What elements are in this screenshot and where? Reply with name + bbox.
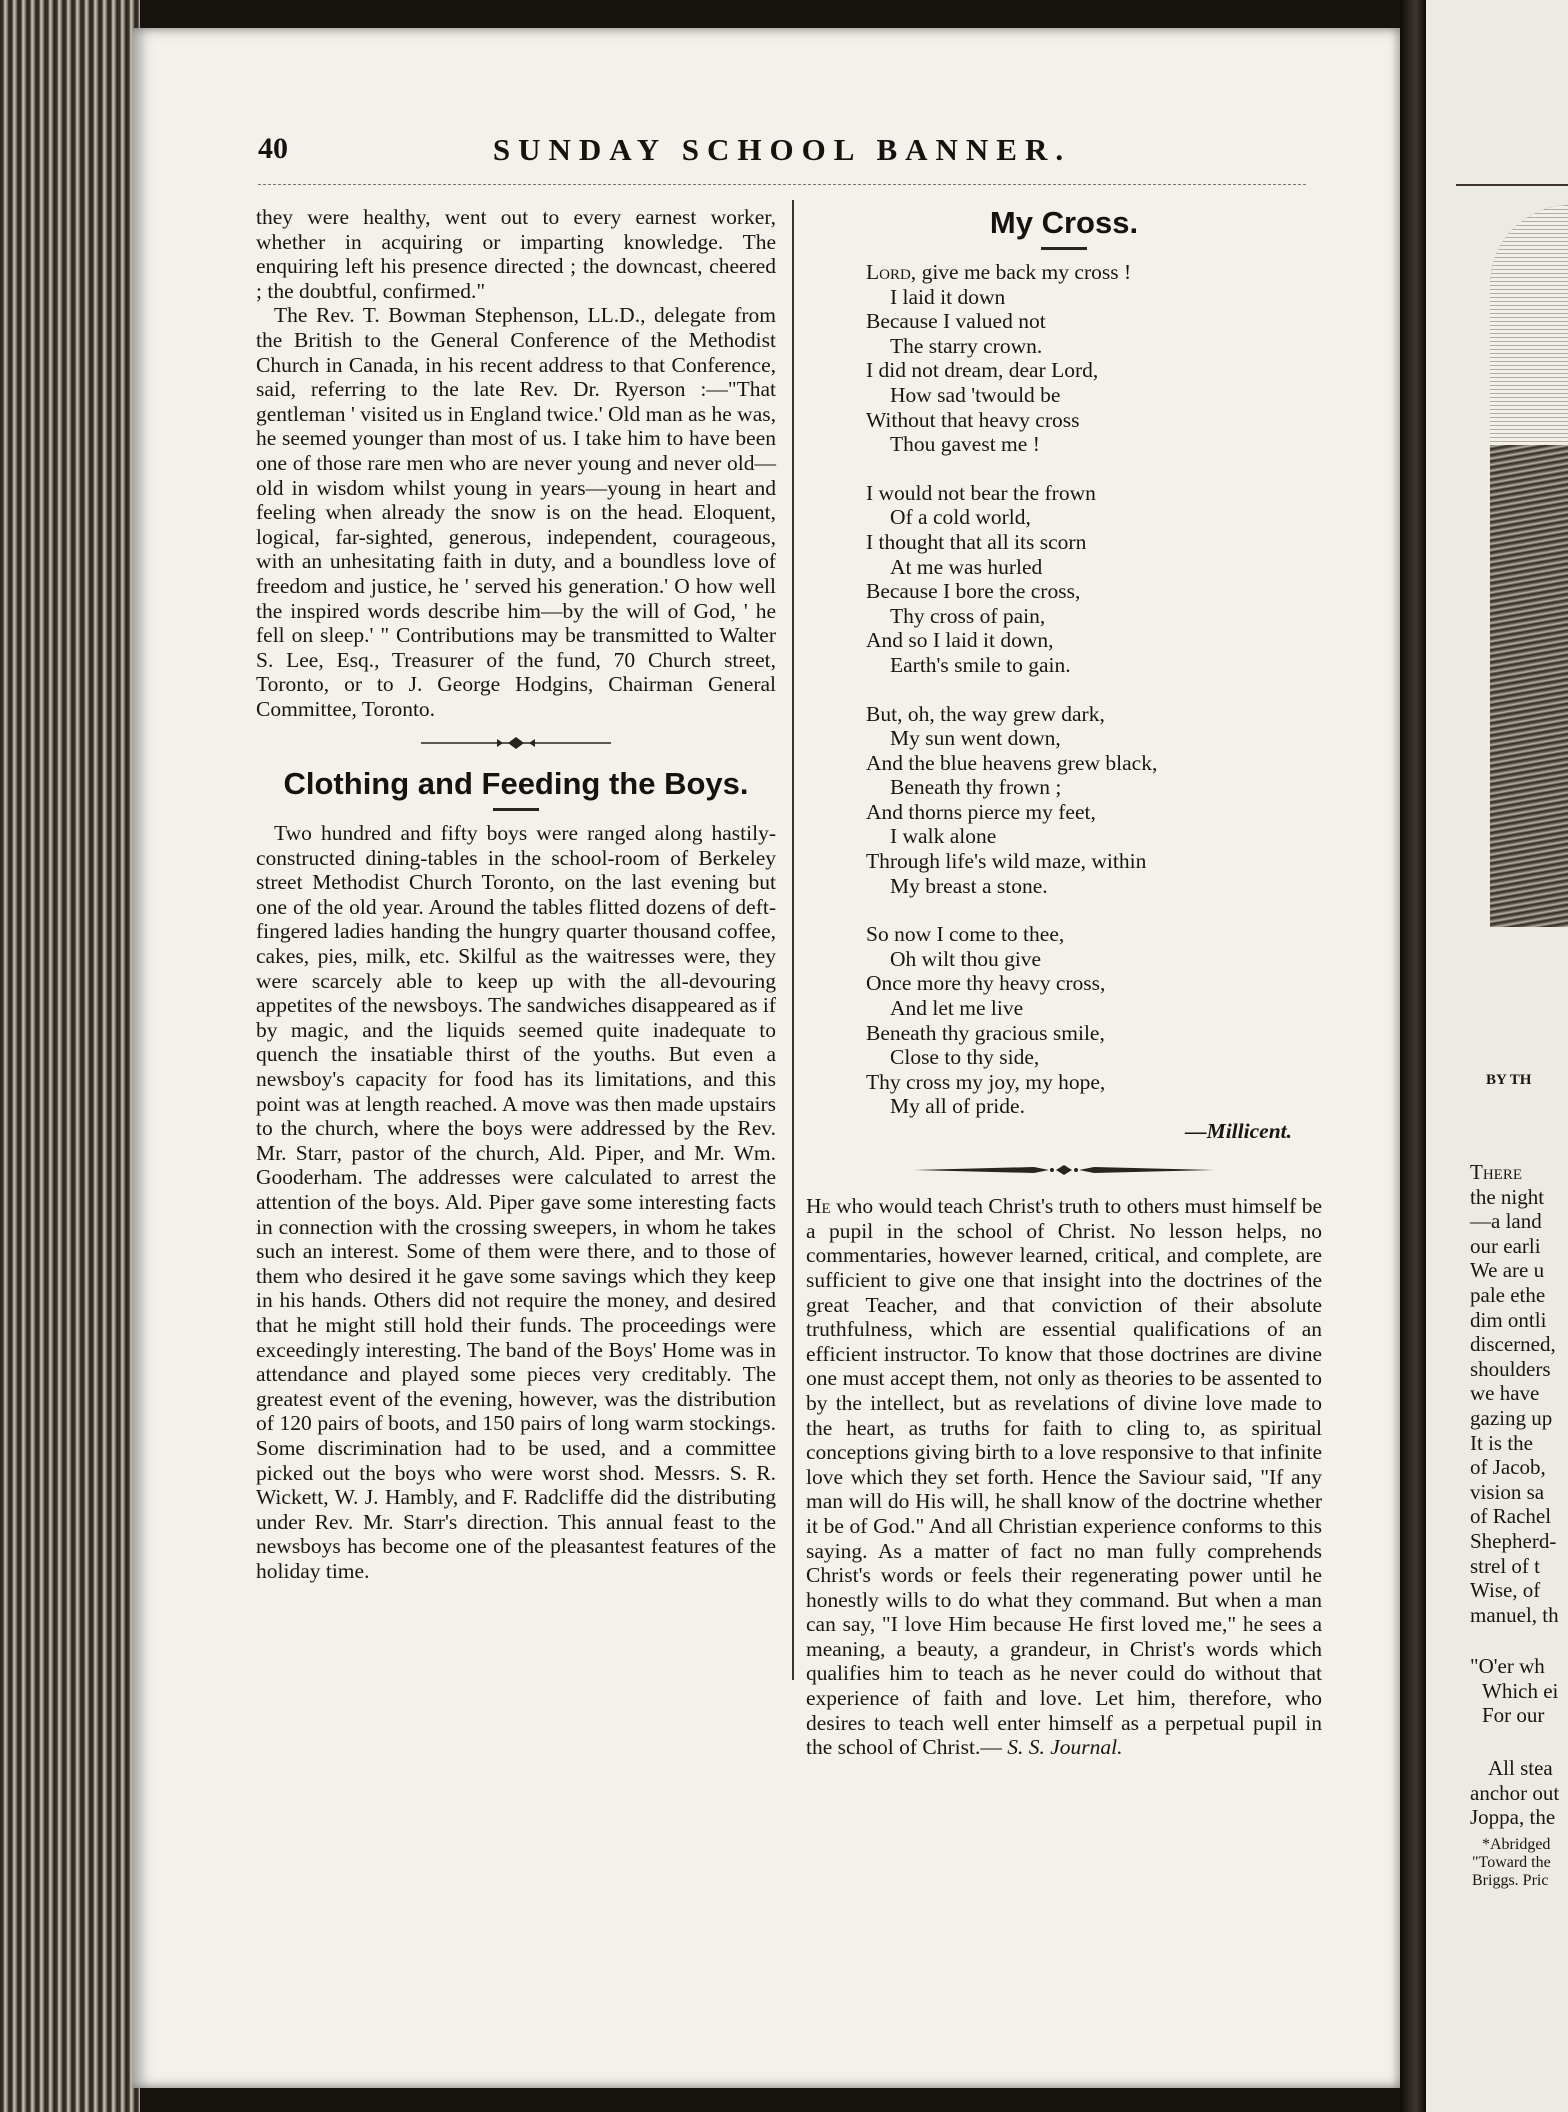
essay-body: who would teach Christ's truth to others must himself be a pupil in the school of Christ. No lesson helps, no commentaries, however learned, critical, and complete, are sufficient to give one that insight into the doctrines of the great Teacher, and that conviction of their absolute truthfulness, which are essential qualifications of an efficient instructor. To know that those doctrines are divine one must accept them, not only as theories to be assented to by the intellect, but as revelations of divine love made to the heart, as truths for faith to cling to, as spiritual conceptions giving birth to a love responsive to that infinite love which they set forth. Hence the Saviour said, "If any man will do His will, he shall know of the doctrine whether it be of God." And all Christian experience conforms to this saying. As a matter of fact no man fully comprehends Christ's words or feels their regenerating power until he honestly wills to do what they command. But when a man can say, "I love Him because He first loved me," he sees a meaning, a beauty, a grandeur, in Christ's words which qualifies him to teach as he never could do without that experience of faith and love. Let him, therefore, who desires to teach well enter himself as a perpetual pupil in the school of Christ.— — [806, 1194, 1322, 1760]
page-number: 40 — [258, 132, 288, 165]
facing-footnote: *Abridged "Toward the Briggs. Pric — [1472, 1836, 1551, 1889]
page-header — [258, 132, 1306, 172]
poem-line: My sun went down, — [890, 726, 1061, 751]
poem-line: Through life's wild maze, within — [866, 849, 1147, 874]
poem-line: The starry crown. — [890, 333, 1043, 358]
facing-text-tail: All stea anchor out Joppa, the — [1470, 1756, 1560, 1830]
facing-verse: "O'er wh Which ei For our — [1470, 1654, 1559, 1728]
poem-line: I laid it down — [890, 284, 1006, 309]
poem-title: My Cross. — [989, 205, 1139, 240]
right-column — [806, 205, 1322, 1760]
engraving-illustration — [1490, 205, 1568, 927]
section-ornament — [806, 1158, 1322, 1183]
article-title: Clothing and Feeding the Boys. — [283, 766, 749, 802]
poem-line: Oh wilt thou give — [890, 946, 1042, 971]
stanza — [866, 702, 1322, 899]
poem-signature: —Millicent. — [1185, 1119, 1292, 1143]
facing-page-fragment — [1426, 0, 1568, 2112]
poem-line: Beneath thy frown ; — [890, 775, 1062, 800]
book-page-edges — [0, 0, 140, 2112]
running-title: SUNDAY SCHOOL BANNER. — [492, 132, 1072, 167]
stanza — [866, 481, 1322, 678]
poem-line: Beneath thy gracious smile, — [866, 1020, 1105, 1045]
poem-line: My all of pride. — [890, 1094, 1025, 1119]
poem-line: Of a cold world, — [890, 505, 1031, 530]
poem-line: Because I bore the cross, — [866, 579, 1081, 604]
poem-line: Earth's smile to gain. — [890, 652, 1071, 677]
ornament-icon — [421, 736, 611, 750]
poem-line: Once more thy heavy cross, — [866, 971, 1106, 996]
poem-line: And let me live — [890, 996, 1024, 1021]
poem — [866, 260, 1322, 1119]
ornament-icon — [914, 1163, 1214, 1177]
poem-line: And the blue heavens grew black, — [866, 750, 1158, 775]
left-column — [256, 205, 776, 1583]
continued-paragraph: The Rev. T. Bowman Stephenson, LL.D., delegate from the British to the General Conference of the Methodist Church in Canada, in his recent address to that Conference, said, referring to the late Rev. Dr. Ryerson :—"That gentleman ' visited us in England twice.' Old man as he was, he seemed younger than most of us. I take him to have been one of those rare men who are never young and never old—old in wisdom whilst young in years—young in heart and feeling when already the snow is on the head. Eloquent, logical, far-sighted, generous, independent, courageous, with an unhesitating faith in duty, and a boundless love of freedom and justice, he ' served his generation.' O how well the inspired words describe him—by the will of God, ' he fell on sleep.' " Contributions may be transmitted to Walter S. Lee, Esq., Treasurer of the fund, 70 Church street, Toronto, or to J. George Hodgins, Chairman General Committee, Toronto. — [256, 303, 776, 721]
binding-gutter — [1400, 0, 1426, 2112]
poem-line: My breast a stone. — [890, 873, 1048, 898]
poem-line: And so I laid it down, — [866, 628, 1054, 653]
article-body: Two hundred and fifty boys were ranged along hastily-constructed dining-tables in the school-room of Berkeley street Methodist Church Toronto, on the last evening but one of the old year. Around the tables flitted dozens of deft-fingered ladies handing the hungry quarter thousand coffee, cakes, pies, milk, etc. Skilful as the waitresses were, they were scarcely able to keep up with the all-devouring appetites of the newsboys. The sandwiches disappeared as if by magic, and the liquids seemed quite inadequate to quench the insatiable thirst of the youths. But even a newsboy's capacity for food has its limitations, and this point was at length reached. A move was then made upstairs to the church, where the boys were addressed by the Rev. Mr. Starr, pastor of the church, Ald. Piper, and Mr. Wm. Gooderham. The addresses were calculated to arrest the attention of the boys. Ald. Piper gave some interesting facts in connection with the crossing sweepers, in whom he takes such an interest. Some of them were there, and to those of them who desired it he gave some savings which they keep in his hands. Others did not require the money, and desired that he might still hold their funds. The proceedings were exceedingly interesting. The band of the Boys' Home was in attendance and played some pieces very creditably. The greatest event of the evening, however, was the distribution of 120 pairs of boots, and 150 pairs of long warm stockings. Some discrimination had to be used, and a committee picked out the boys who were worst shod. Messrs. S. R. Wickett, W. J. Hambly, and F. Radcliffe did the distributing under Rev. Mr. Starr's direction. This annual feast to the newsboys has become one of the pleasantest features of the holiday time. — [256, 821, 776, 1583]
facing-text-block: There the night —a land our earli We are u pale ethe dim ontli discerned, shoulders we have gazing up It is the of Jacob, vision sa of Rachel Shepherd- strel of t Wise, of manuel, th — [1470, 1160, 1559, 1627]
poem-line: And thorns pierce my feet, — [866, 799, 1096, 824]
poem-first-word: Lord, — [866, 260, 917, 284]
poem-line: I walk alone — [890, 824, 997, 849]
facing-byline: BY TH — [1486, 1072, 1532, 1088]
column-divider — [792, 200, 794, 1680]
title-rule — [493, 808, 539, 811]
essay-paragraph — [806, 1194, 1322, 1760]
poem-line: Thou gavest me ! — [890, 432, 1040, 457]
continued-paragraph: they were healthy, went out to every earnest worker, whether in acquiring or imparting knowledge. The enquiring left his presence directed ; the downcast, cheered ; the doubtful, confirmed." — [256, 205, 776, 303]
poem-line: Lord, give me back my cross ! — [866, 260, 1132, 284]
facing-header-rule — [1456, 184, 1568, 186]
poem-line: I would not bear the frown — [866, 480, 1096, 505]
poem-line: So now I come to thee, — [866, 922, 1065, 947]
poem-line: At me was hurled — [890, 554, 1043, 579]
poem-line: But, oh, the way grew dark, — [866, 701, 1105, 726]
title-rule — [1041, 247, 1087, 250]
poem-line: I did not dream, dear Lord, — [866, 358, 1099, 383]
poem-line: Thy cross my joy, my hope, — [866, 1069, 1106, 1094]
poem-line: Without that heavy cross — [866, 407, 1080, 432]
poem-line: I thought that all its scorn — [866, 529, 1087, 554]
essay-source: S. S. Journal. — [1007, 1735, 1123, 1760]
section-ornament — [256, 731, 776, 756]
essay-first-word: He — [806, 1194, 831, 1219]
poem-line: Thy cross of pain, — [890, 603, 1046, 628]
stanza — [866, 922, 1322, 1119]
poem-line: Because I valued not — [866, 309, 1046, 334]
stanza — [866, 260, 1322, 457]
engraving-sky — [1490, 205, 1568, 445]
poem-line: Close to thy side, — [890, 1045, 1040, 1070]
header-rule — [258, 184, 1306, 185]
poem-line: How sad 'twould be — [890, 382, 1061, 407]
